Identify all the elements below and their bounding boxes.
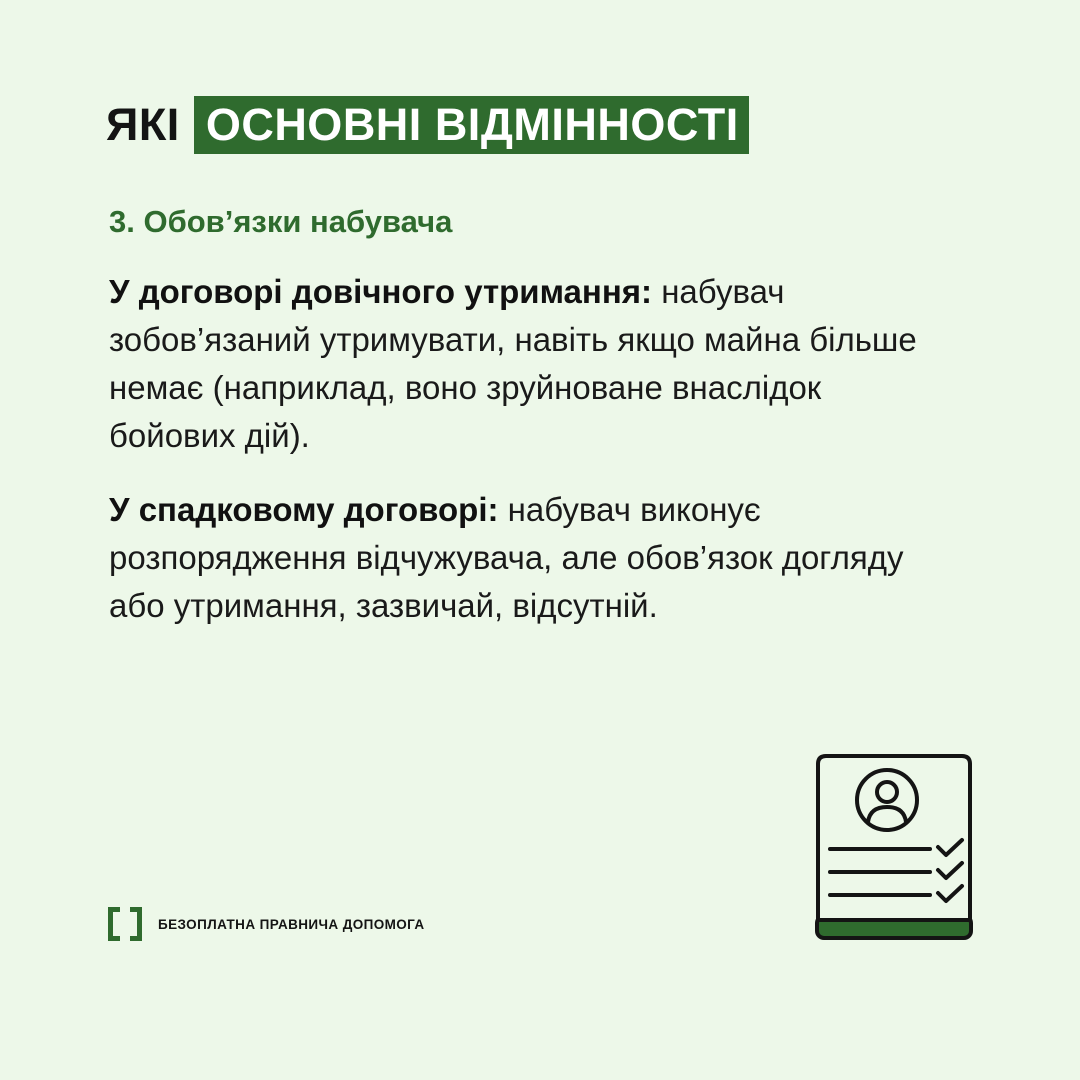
section-subtitle: 3. Обов’язки набувача bbox=[109, 204, 453, 239]
paragraph-lifetime-maintenance-body: набувач зобов’язаний утримувати, навіть якщо майна більше немає (наприклад, воно зруйноване внаслідок бойових дій). bbox=[109, 273, 917, 454]
logo-left-bracket-icon bbox=[108, 907, 120, 941]
logo-right-bracket-icon bbox=[130, 907, 142, 941]
paragraph-lifetime-maintenance bbox=[109, 268, 929, 460]
paragraph-inheritance-contract-lead: У спадковому договорі: bbox=[109, 491, 499, 528]
brand-logo bbox=[108, 907, 425, 941]
logo-text: БЕЗОПЛАТНА ПРАВНИЧА ДОПОМОГА bbox=[158, 916, 425, 932]
page-title bbox=[106, 96, 749, 154]
document-profile-checklist-icon bbox=[812, 752, 976, 944]
paragraph-inheritance-contract bbox=[109, 486, 929, 630]
title-highlight-text: ОСНОВНІ ВІДМІННОСТІ bbox=[194, 96, 749, 154]
paragraph-inheritance-contract-body: набувач виконує розпорядження відчужувача, але обов’язок догляду або утримання, зазвичай, відсутній. bbox=[109, 491, 904, 624]
title-plain-text: ЯКІ bbox=[106, 99, 180, 150]
paragraph-lifetime-maintenance-lead: У договорі довічного утримання: bbox=[109, 273, 653, 310]
